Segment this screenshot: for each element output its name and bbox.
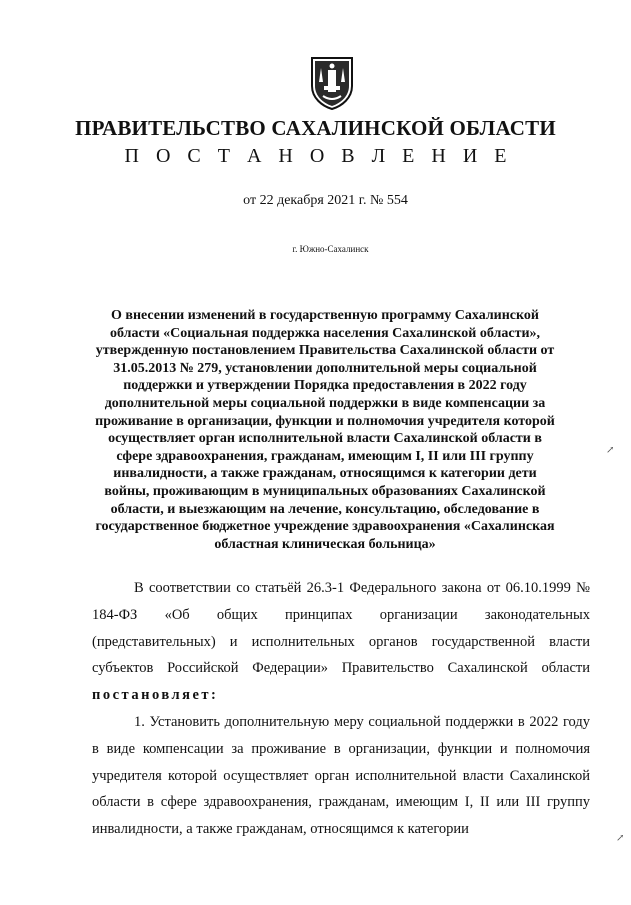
government-title: ПРАВИТЕЛЬСТВО САХАЛИНСКОЙ ОБЛАСТИ <box>75 116 556 140</box>
margin-mark: ↗ <box>606 445 615 456</box>
item-1-paragraph: 1. Установить дополнительную меру социальной поддержки в 2022 году в виде компенсации за проживание в организации, функции и полномочия учредителя которой осуществляет орган исполнительной власти Сахалинской области в сфере здравоохранения, гражданам, имеющим I, II или III группу инвалидности, а также гражданам, относящимся к категории <box>92 713 590 838</box>
document-date: от 22 декабря 2021 г. № 554 <box>243 193 408 208</box>
decree-word: постановляет: <box>92 687 219 704</box>
document-body <box>92 575 590 843</box>
coat-of-arms-icon <box>309 56 355 110</box>
margin-mark: ↗ <box>616 833 625 844</box>
document-subject: О внесении изменений в государственную программу Сахалинской области «Социальная поддержка населения Сахалинской области», утвержденную постановлением Правительства Сахалинской области от 31.05.2013 № 279, установлении дополнительной меры социальной поддержки и утверждении Порядка предоставления в 2022 году дополнительной меры социальной поддержки в виде компенсации за проживание в организации, функции и полномочия учредителя которой осуществляет орган исполнительной власти Сахалинской области в сфере здравоохранения, гражданам, имеющим I, II или III группу инвалидности, а также гражданам, относящимся к категории дети войны, проживающим в муниципальных образованиях Сахалинской области, и выезжающим на лечение, консультацию, обследование в государственное бюджетное учреждение здравоохранения «Сахалинская областная клиническая больница» <box>95 308 555 552</box>
document-type: П О С Т А Н О В Л Е Н И Е <box>124 145 513 167</box>
preamble-text: В соответствии со статьёй 26.3-1 Федерального закона от 06.10.1999 № 184-ФЗ «Об общих принципах организации законодательных (представительных) и исполнительных органов государственной власти субъектов Российской Федерации» Правительство Сахалинской области <box>92 580 590 677</box>
document-city: г. Южно-Сахалинск <box>292 244 369 254</box>
preamble-paragraph <box>92 575 590 709</box>
